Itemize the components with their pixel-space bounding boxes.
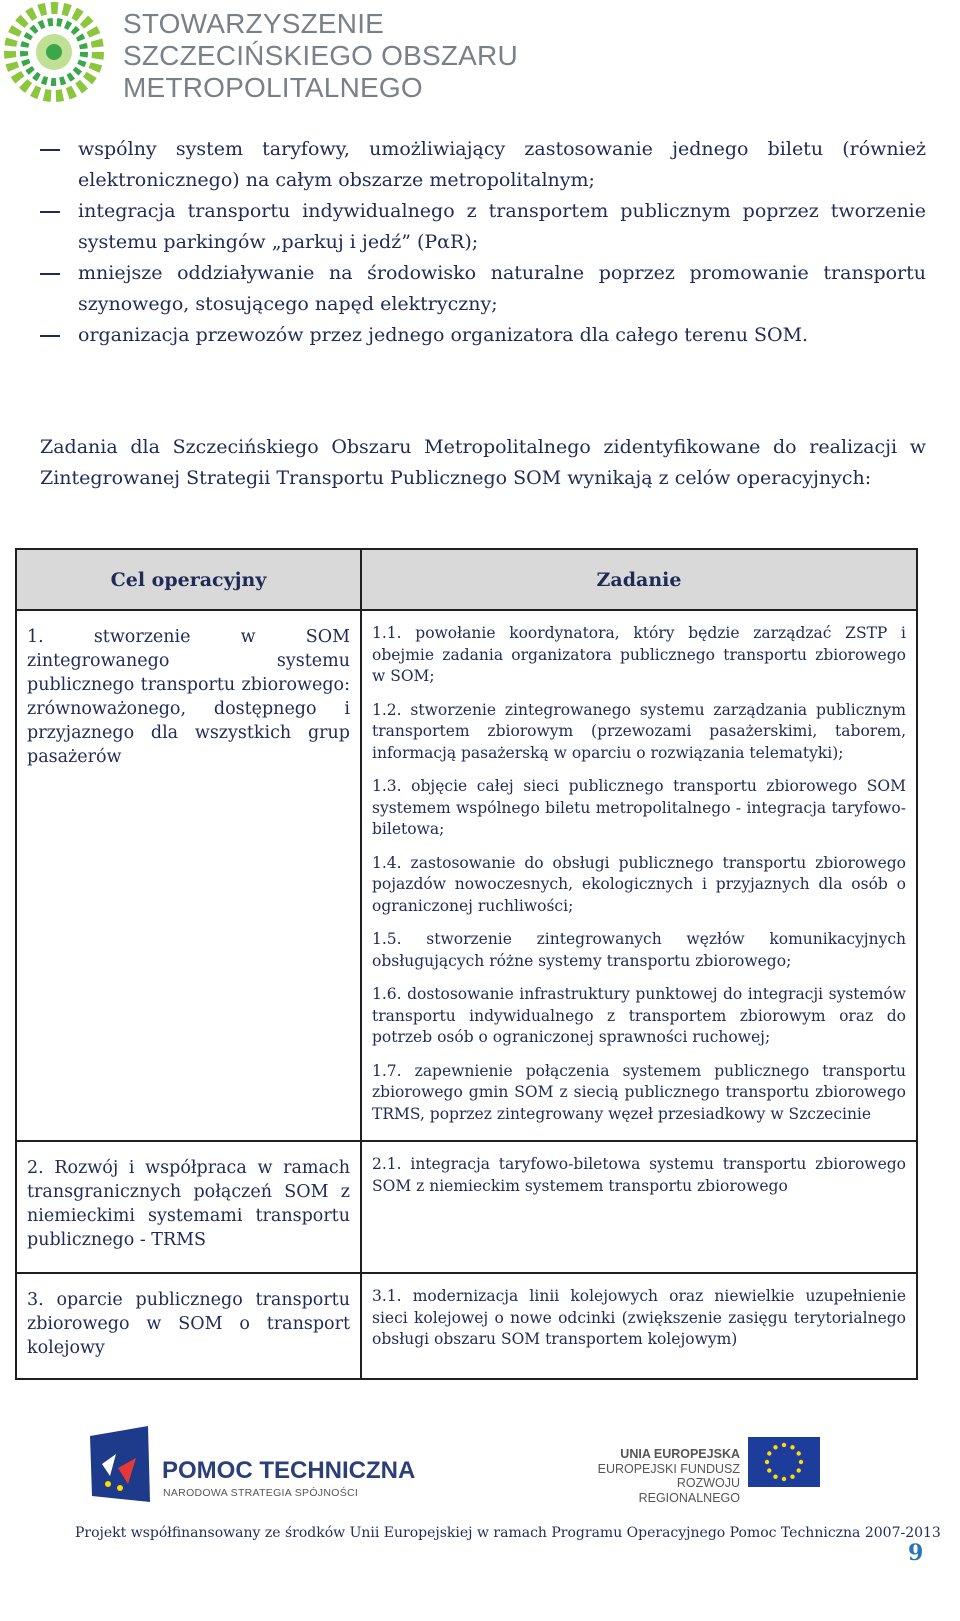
cel-cell: 3. oparcie publicznego transportu zbiorowego w SOM o transport kolejowy — [16, 1273, 361, 1379]
table-row — [16, 610, 917, 1141]
table-row — [16, 1141, 917, 1273]
task-item: 1.5. stworzenie zintegrowanych węzłów komunikacyjnych obsługujących różne systemy transportu zbiorowego; — [372, 930, 906, 970]
bullet-item: wspólny system taryfowy, umożliwiający zastosowanie jednego biletu (również elektronicznego) na całym obszarze metropolitalnym; — [40, 134, 926, 196]
bullet-item: mniejsze oddziaływanie na środowisko naturalne poprzez promowanie transportu szynowego, stosującego napęd elektryczny; — [40, 258, 926, 320]
task-item: 1.1. powołanie koordynatora, który będzie zarządzać ZSTP i obejmie zadania organizatora publicznego transportu zbiorowego w SOM; — [372, 624, 906, 685]
bullet-item: organizacja przewozów przez jednego organizatora dla całego terenu SOM. — [40, 320, 926, 351]
task-item: 1.3. objęcie całej sieci publicznego transportu zbiorowego SOM systemem wspólnego biletu metropolitalnego - integracja taryfowo-biletowa; — [372, 777, 906, 838]
bullet-item: integracja transportu indywidualnego z transportem publicznym poprzez tworzenie systemu parkingów „parkuj i jedź” (PαR); — [40, 196, 926, 258]
eu-line-1: UNIA EUROPEJSKA — [620, 1447, 740, 1461]
goals-bullet-list — [40, 134, 926, 351]
page-number: 9 — [908, 1540, 924, 1566]
task-item: 1.4. zastosowanie do obsługi publicznego transportu zbiorowego pojazdów nowoczesnych, ekologicznych i przyjaznych dla osób o ograniczonej ruchliwości; — [372, 853, 906, 915]
intro-paragraph: Zadania dla Szczecińskiego Obszaru Metropolitalnego zidentyfikowane do realizacji w Zintegrowanej Strategii Transportu Publicznego SOM wynikają z celów operacyjnych: — [40, 436, 926, 489]
pomoc-techniczna-subtitle: NARODOWA STRATEGIA SPÓJNOŚCI — [163, 1487, 359, 1499]
dash-marker — [40, 273, 60, 275]
cel-cell: 2. Rozwój i współpraca w ramach transgranicznych połączeń SOM z niemieckimi systemami transportu publicznego - TRMS — [16, 1141, 361, 1273]
col-header-zadanie: Zadanie — [361, 549, 917, 610]
eu-line-3: ROZWOJU REGIONALNEGO — [638, 1476, 740, 1505]
col-header-cel: Cel operacyjny — [16, 549, 361, 610]
cofinancing-note: Projekt współfinansowany ze środków Unii Europejskiej w ramach Programu Operacyjnego Pomoc Techniczna 2007-2013 — [75, 1525, 941, 1541]
dash-marker — [40, 149, 60, 151]
zadanie-cell — [361, 610, 917, 1141]
eu-fund-label — [580, 1447, 740, 1505]
operational-goals-table — [15, 548, 918, 1380]
dash-marker — [40, 335, 60, 337]
cel-cell: 1. stworzenie w SOM zintegrowanego systemu publicznego transportu zbiorowego: zrównoważonego, dostępnego i przyjaznego dla wszystkich grup pasażerów — [16, 610, 361, 1141]
org-name-line-1: STOWARZYSZENIE — [123, 8, 385, 39]
task-item: 1.6. dostosowanie infrastruktury punktowej do integracji systemów transportu indywidualnego z transportem zbiorowym oraz do potrzeb osób o ograniczonej sprawności ruchowej; — [372, 985, 906, 1046]
task-item: 2.1. integracja taryfowo-biletowa systemu transportu zbiorowego SOM z niemieckim systemem transportu zbiorowego — [372, 1155, 906, 1195]
zadanie-cell — [361, 1273, 917, 1379]
eu-line-2: EUROPEJSKI FUNDUSZ — [597, 1461, 740, 1476]
zadanie-cell — [361, 1141, 917, 1273]
pomoc-techniczna-title: POMOC TECHNICZNA — [162, 1457, 416, 1484]
task-item: 3.1. modernizacja linii kolejowych oraz niewielkie uzupełnienie sieci kolejowej o nowe odcinki (zwiększenie zasięgu terytorialnego obsługi obszaru SOM transportem kolejowym) — [372, 1287, 906, 1348]
table-header-row — [16, 549, 917, 610]
dash-marker — [40, 211, 60, 213]
task-item: 1.2. stworzenie zintegrowanego systemu zarządzania publicznym transportem zbiorowym (przewozami pasażerskimi, taborem, informacją pasażerską w oparciu o rozwiązania telematyki); — [372, 700, 906, 762]
organization-name — [123, 8, 518, 104]
org-name-line-2: SZCZECIŃSKIEGO OBSZARU — [123, 40, 518, 71]
task-item: 1.7. zapewnienie połączenia systemem publicznego transportu zbiorowego gmin SOM z siecią publicznego transportu zbiorowego TRMS, poprzez zintegrowany węzeł przesiadkowy w Szczecinie — [372, 1061, 906, 1123]
org-name-line-3: METROPOLITALNEGO — [123, 72, 423, 103]
som-logo-icon — [4, 2, 104, 102]
eu-flag-icon — [748, 1437, 820, 1487]
table-row — [16, 1273, 917, 1379]
